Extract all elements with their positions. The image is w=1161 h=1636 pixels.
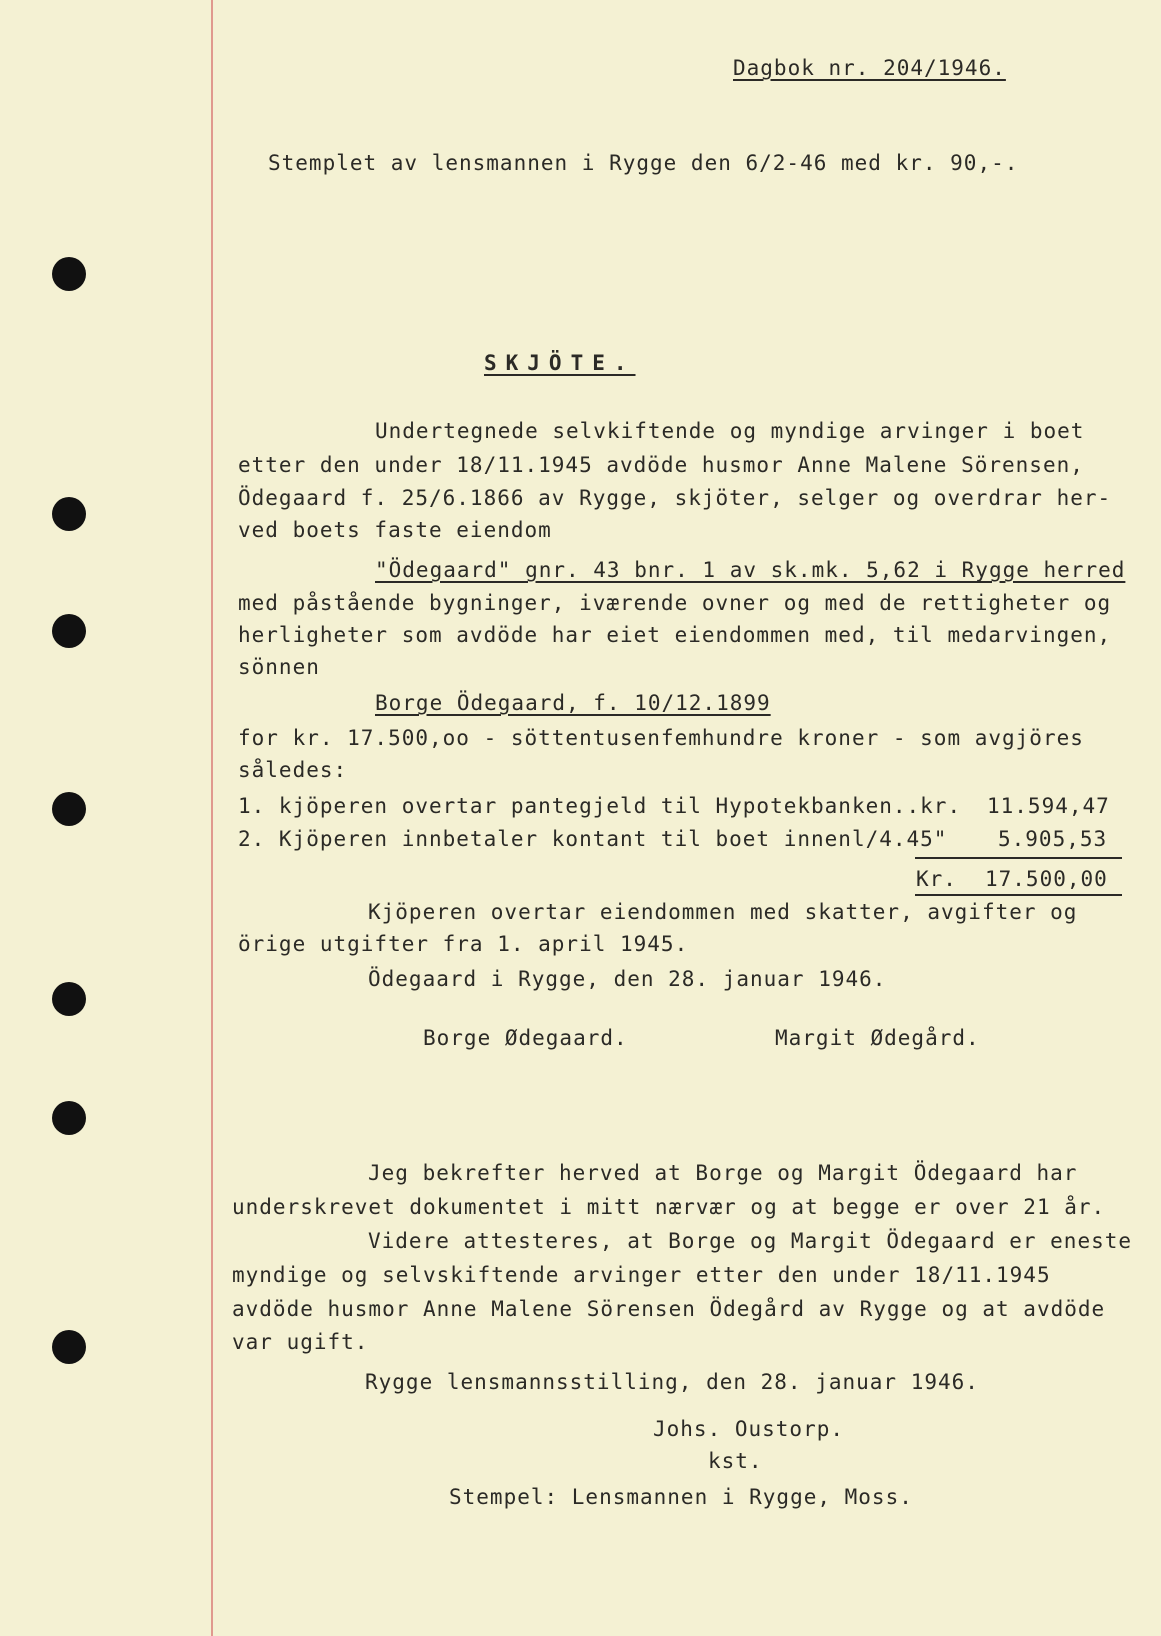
deed-paragraph-line: Undertegnede selvkiftende og myndige arvinger i boet [375,419,1085,443]
attestation-line: Jeg bekrefter herved at Borge og Margit Ödegaard har [368,1161,1078,1185]
deed-paragraph-line: med påstående bygninger, iværende ovner og med de rettigheter og [238,591,1112,615]
margin-rule [211,0,213,1636]
stamp-line: Stemplet av lensmannen i Rygge den 6/2-46 med kr. 90,-. [268,151,1019,175]
deed-paragraph-line: Kjöperen overtar eiendommen med skatter, avgifter og [368,900,1078,924]
attestation-line: avdöde husmor Anne Malene Sörensen Ödegård av Rygge og at avdöde [232,1297,1106,1321]
sum-rule [915,857,1122,859]
payment-amount-2: 5.905,53 [998,827,1108,851]
punch-hole [52,257,86,291]
attestation-kst: kst. [708,1449,763,1473]
deed-paragraph-line: sönnen [238,655,320,679]
attestation-signer: Johs. Oustorp. [653,1417,845,1441]
total-label: Kr. [916,867,957,891]
attestation-line: var ugift. [232,1330,369,1354]
punch-hole [52,1330,86,1364]
signature-margit: Margit Ødegård. [775,1026,980,1050]
deed-paragraph-line: ved boets faste eiendom [238,518,552,542]
punch-hole [52,792,86,826]
deed-paragraph-line: herligheter som avdöde har eiet eiendommen med, til medarvingen, [238,623,1112,647]
property-description: "Ödegaard" gnr. 43 bnr. 1 av sk.mk. 5,62 i Rygge herred [375,558,1126,582]
attestation-line: myndige og selvskiftende arvinger etter den under 18/11.1945 [232,1263,1051,1287]
deed-place-date: Ödegaard i Rygge, den 28. januar 1946. [368,967,887,991]
total-rule [915,894,1122,896]
payment-amount-1: 11.594,47 [987,794,1110,818]
payment-item-1: 1. kjöperen overtar pantegjeld til Hypotekbanken..kr. [238,794,962,818]
price-line: for kr. 17.500,oo - söttentusenfemhundre kroner - som avgjöres [238,726,1084,750]
attestation-line: underskrevet dokumentet i mitt nærvær og at begge er over 21 år. [232,1195,1106,1219]
deed-paragraph-line: således: [238,758,348,782]
deed-paragraph-line: Ödegaard f. 25/6.1866 av Rygge, skjöter, selger og overdrar her- [238,486,1112,510]
attestation-stamp: Stempel: Lensmannen i Rygge, Moss. [449,1485,913,1509]
punch-hole [52,982,86,1016]
payment-item-2: 2. Kjöperen innbetaler kontant til boet innenl/4.45" [238,827,948,851]
punch-hole [52,497,86,531]
buyer-name: Borge Ödegaard, f. 10/12.1899 [375,691,771,715]
punch-hole [52,614,86,648]
deed-title: SKJÖTE. [484,351,636,375]
punch-hole [52,1101,86,1135]
attestation-place-date: Rygge lensmannsstilling, den 28. januar 1946. [365,1370,979,1394]
deed-paragraph-line: örige utgifter fra 1. april 1945. [238,932,689,956]
dagbok-number: Dagbok nr. 204/1946. [733,56,1006,80]
deed-paragraph-line: etter den under 18/11.1945 avdöde husmor Anne Malene Sörensen, [238,453,1084,477]
signature-borge: Borge Ødegaard. [423,1026,628,1050]
total-amount: 17.500,00 [985,867,1108,891]
attestation-line: Videre attesteres, at Borge og Margit Ödegaard er eneste [368,1229,1133,1253]
